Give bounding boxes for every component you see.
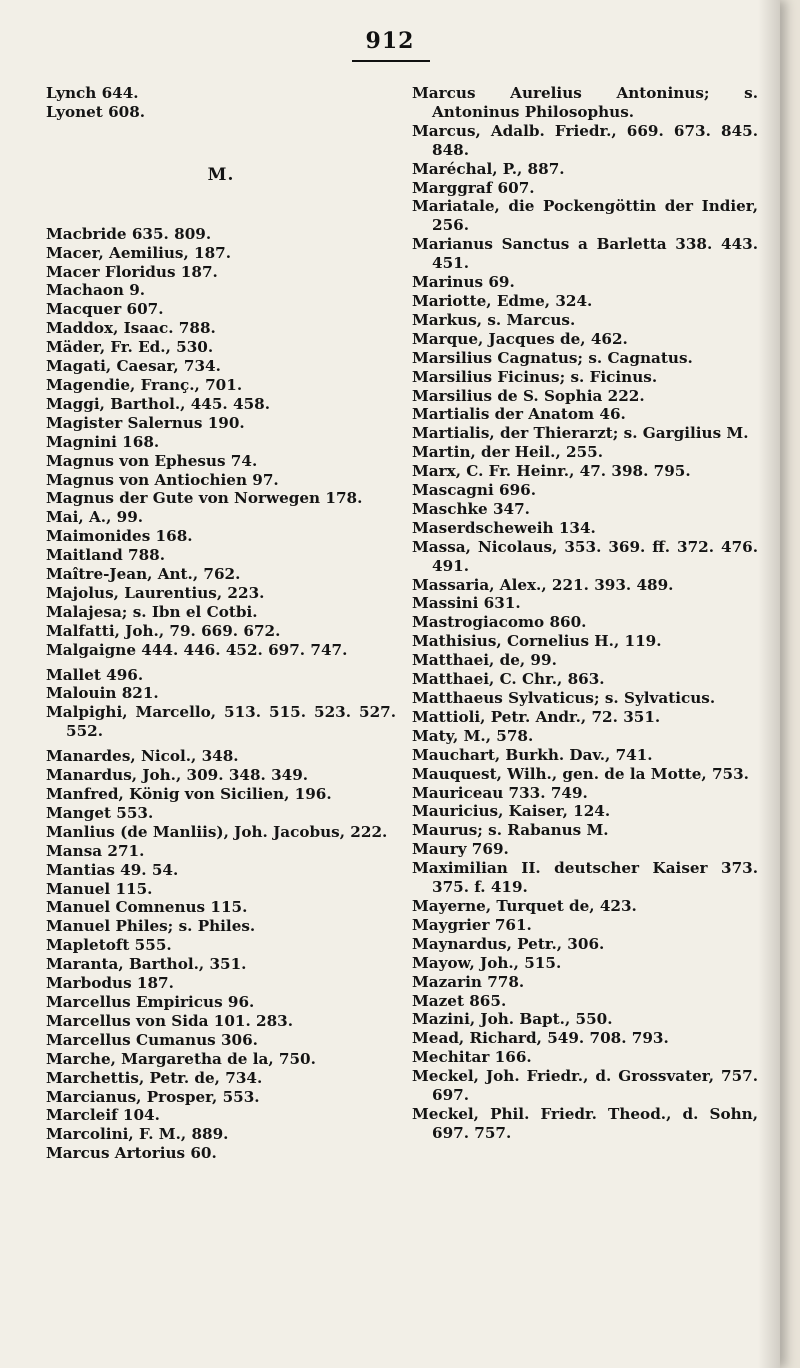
index-entry: Matthaeus Sylvaticus; s. Sylvaticus. (412, 689, 716, 707)
index-entry: Marcianus, Prosper, 553. (46, 1087, 260, 1106)
index-entry: Magnus von Antiochien 97. (46, 470, 279, 489)
index-entry: Mauchart, Burkh. Dav., 741. (412, 745, 653, 764)
index-entry: Martialis der Anatom 46. (412, 405, 626, 424)
index-entry: Marianus Sanctus a Barletta 338. 443. 451. (412, 235, 758, 273)
index-entry: Mazini, Joh. Bapt., 550. (412, 1010, 613, 1029)
index-entry: Meckel, Joh. Friedr., d. Grossvater, 757. 697. (412, 1067, 758, 1105)
header-rule (352, 60, 430, 62)
index-entry: Mascagni 696. (412, 481, 536, 500)
index-entry: Manardus, Joh., 309. 348. 349. (46, 766, 309, 785)
index-entry: Marsilius de S. Sophia 222. (412, 386, 645, 405)
index-entry: Marsilius Cagnatus; s. Cagnatus. (412, 348, 693, 367)
right-column (412, 84, 758, 1143)
index-entry: Magnus der Gute von Norwegen 178. (46, 489, 363, 508)
index-entry: Mai, A., 99. (46, 508, 144, 527)
index-entry: Majolus, Laurentius, 223. (46, 583, 265, 602)
index-entry: Marggraf 607. (412, 178, 535, 197)
section-heading: M. (207, 164, 235, 185)
index-entry: Manfred, König von Sicilien, 196. (46, 785, 332, 803)
index-entry: Maréchal, P., 887. (412, 159, 565, 178)
index-entry: Magendie, Franç., 701. (46, 375, 243, 394)
index-entry: Maynardus, Petr., 306. (412, 934, 605, 953)
index-entry: Mazet 865. (412, 991, 507, 1010)
index-entry: Magati, Caesar, 734. (46, 357, 221, 376)
index-entry: Markus, s. Marcus. (412, 310, 576, 329)
index-entry: Marcellus Cumanus 306. (46, 1030, 258, 1049)
index-entry: Maty, M., 578. (412, 726, 534, 745)
index-entry: Martin, der Heil., 255. (412, 443, 604, 462)
index-entry: Malgaigne 444. 446. 452. 697. 747. (46, 640, 348, 659)
index-entry: Mauriceau 733. 749. (412, 783, 588, 802)
index-entry: Marque, Jacques de, 462. (412, 329, 628, 348)
entry-block-1 (46, 225, 396, 660)
entry-block-3 (46, 747, 396, 1163)
index-entry: Mäder, Fr. Ed., 530. (46, 338, 214, 357)
index-entry: Marsilius Ficinus; s. Ficinus. (412, 367, 658, 386)
index-entry: Manuel 115. (46, 879, 153, 898)
index-entry: Marcus, Adalb. Friedr., 669. 673. 845. 848. (412, 121, 758, 159)
index-entry: Marche, Margaretha de la, 750. (46, 1049, 316, 1068)
index-entry: Maimonides 168. (46, 527, 193, 546)
index-entry: Magnini 168. (46, 432, 160, 451)
index-entry: Manardes, Nicol., 348. (46, 747, 239, 766)
index-entry: Lyonet 608. (46, 102, 146, 121)
index-entry: Mallet 496. (46, 665, 144, 684)
index-entry: Manlius (de Manliis), Joh. Jacobus, 222. (46, 822, 388, 841)
index-entry: Massa, Nicolaus, 353. 369. ff. 372. 476. 491. (412, 537, 758, 575)
index-entry: Maranta, Barthol., 351. (46, 955, 247, 974)
index-entry: Mauquest, Wilh., gen. de la Motte, 753. (412, 764, 749, 783)
index-entry: Marx, C. Fr. Heinr., 47. 398. 795. (412, 462, 691, 481)
index-entry: Mastrogiacomo 860. (412, 613, 587, 632)
index-entry: Machaon 9. (46, 281, 146, 300)
index-entry: Mansa 271. (46, 841, 145, 860)
index-entry: Marcus Aurelius Antoninus; s. Antoninus Philosophus. (412, 84, 758, 121)
index-entry: Maserdscheweih 134. (412, 518, 596, 537)
index-entry: Mariotte, Edme, 324. (412, 291, 593, 310)
index-entry: Maury 769. (412, 840, 509, 859)
index-entry: Manuel Comnenus 115. (46, 898, 248, 917)
index-entry: Marcellus von Sida 101. 283. (46, 1011, 294, 1030)
index-entry: Massaria, Alex., 221. 393. 489. (412, 575, 674, 594)
index-entry: Maggi, Barthol., 445. 458. (46, 394, 271, 413)
index-entry: Magister Salernus 190. (46, 413, 245, 432)
index-entry: Mantias 49. 54. (46, 860, 179, 879)
index-entry: Mead, Richard, 549. 708. 793. (412, 1029, 669, 1048)
index-entry: Magnus von Ephesus 74. (46, 451, 258, 470)
index-entry: Marcellus Empiricus 96. (46, 992, 255, 1011)
index-entry: Maitland 788. (46, 546, 165, 565)
index-entry: Marinus 69. (412, 273, 515, 292)
index-entry: Mariatale, die Pockengöttin der Indier, 256. (412, 197, 758, 235)
index-entry: Maygrier 761. (412, 915, 532, 934)
index-entry: Mapletoft 555. (46, 936, 172, 955)
index-entry: Marchettis, Petr. de, 734. (46, 1068, 263, 1087)
index-entry: Maximilian II. deutscher Kaiser 373. 375. f. 419. (412, 859, 758, 897)
index-entry: Macer, Aemilius, 187. (46, 243, 232, 262)
index-entry: Martialis, der Thierarzt; s. Gargilius M. (412, 424, 749, 443)
index-entry: Matthaei, C. Chr., 863. (412, 670, 605, 689)
index-entry: Maurus; s. Rabanus M. (412, 821, 609, 840)
index-entry: Marcus Artorius 60. (46, 1144, 217, 1163)
index-entry: Matthaei, de, 99. (412, 651, 557, 670)
index-entry: Malouin 821. (46, 684, 159, 703)
index-entry: Mattioli, Petr. Andr., 72. 351. (412, 707, 661, 726)
left-column (46, 84, 396, 1163)
index-entry: Malajesa; s. Ibn el Cotbi. (46, 602, 258, 621)
index-entry: Maschke 347. (412, 499, 530, 518)
index-entry: Malpighi, Marcello, 513. 515. 523. 527. 552. (46, 703, 396, 741)
index-entry: Massini 631. (412, 594, 521, 613)
page-number: 912 (365, 28, 415, 54)
index-entry: Mayow, Joh., 515. (412, 953, 562, 972)
index-entry: Manuel Philes; s. Philes. (46, 917, 256, 936)
index-entry: Malfatti, Joh., 79. 669. 672. (46, 621, 281, 640)
index-entry: Manget 553. (46, 803, 154, 822)
index-entry: Mayerne, Turquet de, 423. (412, 896, 637, 915)
index-entry: Marbodus 187. (46, 974, 174, 993)
index-entry: Lynch 644. (46, 84, 139, 102)
index-entry: Mechitar 166. (412, 1048, 532, 1067)
index-entry: Mauricius, Kaiser, 124. (412, 802, 611, 821)
index-entry: Mazarin 778. (412, 972, 525, 991)
index-entry: Marcleif 104. (46, 1106, 160, 1125)
index-entry: Macquer 607. (46, 300, 164, 319)
index-entry: Maître-Jean, Ant., 762. (46, 565, 241, 584)
index-entry: Macbride 635. 809. (46, 224, 212, 243)
index-entry: Marcolini, F. M., 889. (46, 1125, 229, 1144)
index-entry: Maddox, Isaac. 788. (46, 319, 216, 338)
index-entry: Meckel, Phil. Friedr. Theod., d. Sohn, 697. 757. (412, 1104, 758, 1142)
index-entry: Macer Floridus 187. (46, 262, 218, 281)
pre-entries (46, 84, 396, 122)
index-entry: Mathisius, Cornelius H., 119. (412, 632, 662, 651)
entry-block-2 (46, 666, 396, 742)
